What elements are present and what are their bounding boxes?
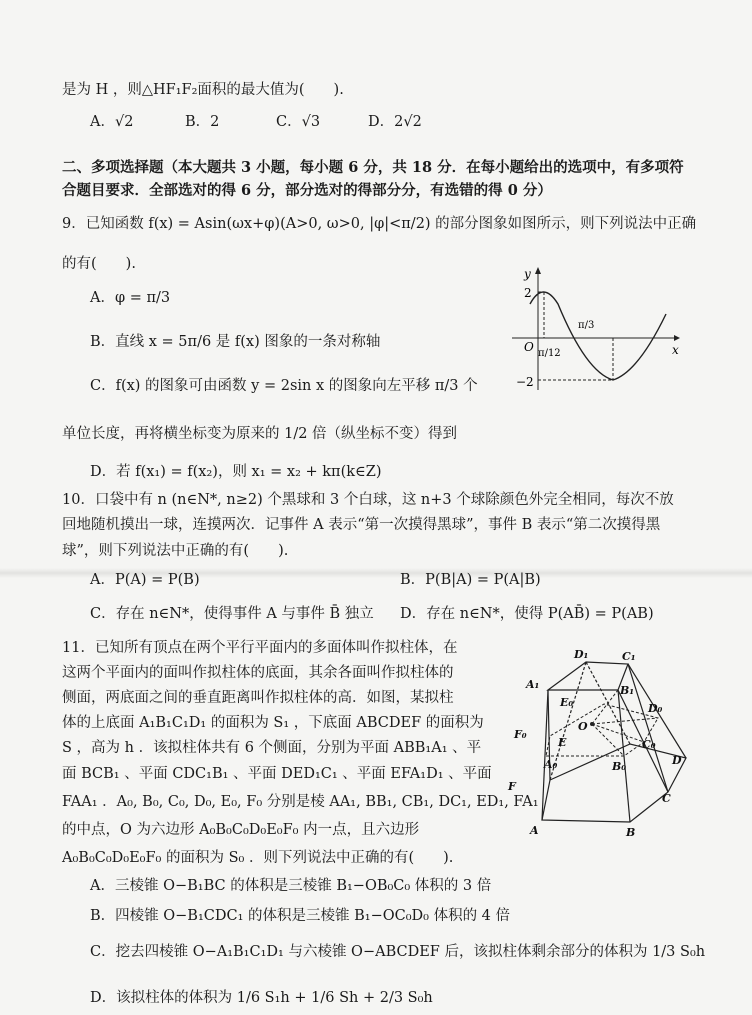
q11-stem-7: FAA₁ ．A₀, B₀, C₀, D₀, E₀, F₀ 分别是棱 AA₁, BB₁, CB₁, DC₁, ED₁, FA₁ (62, 794, 539, 810)
q10-stem: 10．口袋中有 n (n∈N*, n≥2) 个黑球和 3 个白球，这 n+3 个球除颜色外完全相同，每次不放 (62, 492, 674, 508)
q8-option-d[interactable]: D．2√2 (368, 114, 422, 130)
label-a0: A₀ (544, 758, 558, 771)
q11-stem-3: 侧面，两底面之间的垂直距离叫作拟柱体的高．如图，某拟柱 (62, 690, 454, 706)
sine-graph (508, 262, 688, 394)
q9-stem: 9．已知函数 f(x) = Asin(ωx+φ)(A>0, ω>0, |φ|<π/2) 的部分图象如图所示，则下列说法中正确 (62, 216, 697, 232)
q11-stem-2: 这两个平面内的面叫作拟柱体的底面，其余各面叫作拟柱体的 (62, 665, 454, 681)
label-d0: D₀ (648, 702, 663, 715)
q9-option-a[interactable]: A．φ = π/3 (90, 290, 171, 306)
sine-curve (530, 292, 666, 380)
label-b0: B₀ (612, 760, 627, 773)
q10-option-c[interactable]: C．存在 n∈N*，使得事件 A 与事件 B̄ 独立 (90, 606, 374, 622)
top-base (548, 662, 628, 690)
q8-stem-tail: 是为 H ，则△HF₁F₂面积的最大值为( ). (62, 82, 344, 98)
label-f0: F₀ (514, 728, 527, 741)
q9-option-b[interactable]: B．直线 x = 5π/6 是 f(x) 图象的一条对称轴 (90, 334, 381, 350)
label-e: E (558, 736, 567, 749)
q10-option-d[interactable]: D．存在 n∈N*，使得 P(AB̄) = P(AB) (400, 606, 654, 622)
x1-label: π/12 (538, 348, 561, 359)
q8-option-a[interactable]: A．√2 (90, 114, 134, 130)
y-max-label: 2 (524, 286, 532, 300)
y-axis-arrow-icon (535, 267, 541, 274)
section-2-heading-cont: 合题目要求．全部选对的得 6 分，部分选对的得部分分，有选错的得 0 分） (62, 182, 552, 199)
label-c0: C₀ (642, 738, 656, 751)
q11-stem-1: 11．已知所有顶点在两个平行平面内的多面体叫作拟柱体，在 (62, 640, 458, 656)
q11-option-a[interactable]: A．三棱锥 O−B₁BC 的体积是三棱锥 B₁−OB₀C₀ 体积的 3 倍 (90, 878, 492, 894)
origin-label: O (524, 340, 534, 354)
label-a: A (530, 824, 539, 837)
label-b1: B₁ (620, 684, 635, 697)
label-d1: D₁ (574, 648, 589, 661)
q11-stem-8: 的中点，O 为六边形 A₀B₀C₀D₀E₀F₀ 内一点，且六边形 (62, 822, 420, 838)
label-e0: E₀ (560, 696, 574, 709)
q8-option-c[interactable]: C．√3 (276, 114, 321, 130)
q9-option-c[interactable]: C．f(x) 的图象可由函数 y = 2sin x 的图象向左平移 π/3 个 (90, 378, 478, 394)
x-axis-arrow-icon (674, 335, 680, 341)
q11-option-d[interactable]: D．该拟柱体的体积为 1/6 S₁h + 1/6 Sh + 2/3 S₀h (90, 990, 433, 1006)
x2-label: π/3 (578, 320, 595, 331)
label-o: O (578, 720, 588, 733)
q11-stem-6: 面 BCB₁ 、平面 CDC₁B₁ 、平面 DED₁C₁ 、平面 EFA₁D₁ 、平面 (62, 766, 492, 782)
q11-option-b[interactable]: B．四棱锥 O−B₁CDC₁ 的体积是三棱锥 B₁−OC₀D₀ 体积的 4 倍 (90, 908, 511, 924)
label-d: D (672, 754, 682, 767)
q10-stem-cont2: 球”，则下列说法中正确的有( ). (62, 543, 289, 559)
q8-option-b[interactable]: B．2 (185, 114, 220, 130)
q9-stem-cont: 的有( ). (62, 256, 136, 272)
label-c1: C₁ (622, 650, 636, 663)
section-2-heading: 二、多项选择题（本大题共 3 小题，每小题 6 分，共 18 分．在每小题给出的选项中，有多项符 (62, 159, 684, 176)
y-axis-label: y (524, 267, 531, 281)
q11-stem-5: S ，高为 h ．该拟柱体共有 6 个侧面，分别为平面 ABB₁A₁ 、平 (62, 740, 482, 756)
q10-option-b[interactable]: B．P(B|A) = P(A|B) (400, 572, 541, 588)
q11-option-c[interactable]: C．挖去四棱锥 O−A₁B₁C₁D₁ 与六棱锥 O−ABCDEF 后，该拟柱体剩余部分的体积为 1/3 S₀h (90, 944, 706, 960)
point-o (590, 722, 594, 726)
label-b: B (626, 826, 636, 839)
label-a1: A₁ (526, 678, 540, 691)
q10-stem-cont1: 回地随机摸出一球，连摸两次．记事件 A 表示“第一次摸得黑球”，事件 B 表示“第二次摸得黑 (62, 517, 661, 533)
x-axis-label: x (672, 343, 679, 357)
q9-option-c-cont: 单位长度，再将横坐标变为原来的 1/2 倍（纵坐标不变）得到 (62, 426, 458, 442)
y-min-label: −2 (516, 375, 534, 389)
label-c: C (662, 792, 671, 805)
q11-stem-4: 体的上底面 A₁B₁C₁D₁ 的面积为 S₁ ，下底面 ABCDEF 的面积为 (62, 715, 484, 731)
q9-option-d[interactable]: D．若 f(x₁) = f(x₂)，则 x₁ = x₂ + kπ(k∈Z) (90, 464, 382, 480)
q10-option-a[interactable]: A．P(A) = P(B) (90, 572, 200, 588)
label-f: F (508, 780, 516, 793)
prismatoid-figure (500, 642, 700, 842)
q11-stem-9: A₀B₀C₀D₀E₀F₀ 的面积为 S₀ ．则下列说法中正确的有( ). (62, 850, 454, 866)
